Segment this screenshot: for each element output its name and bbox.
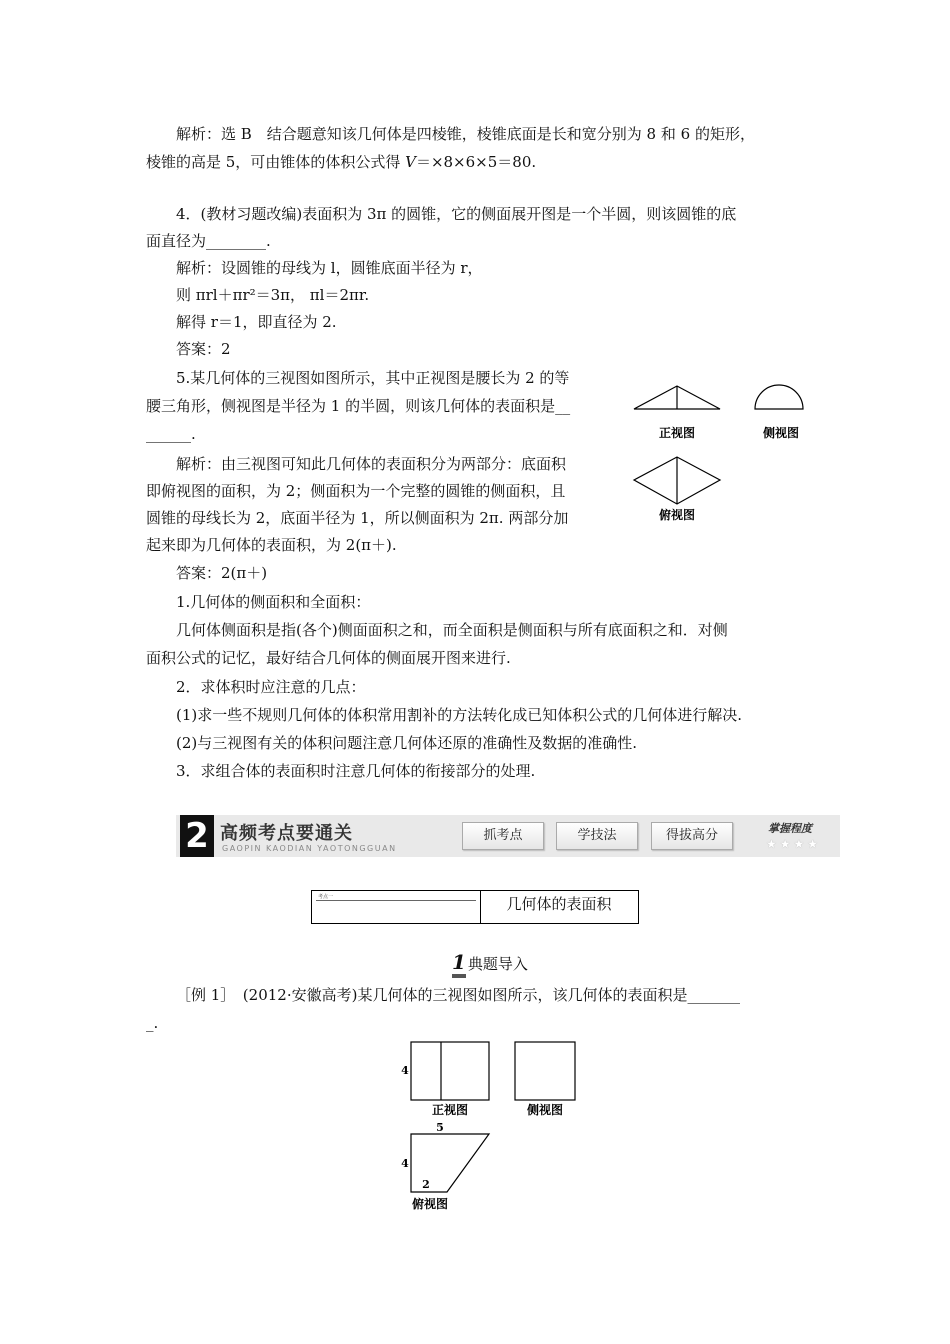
mastery-label: 掌握程度 bbox=[768, 822, 812, 835]
q5-front-view bbox=[634, 386, 720, 409]
ex1-front-view bbox=[411, 1042, 489, 1100]
analysis3-line1: 解析：选 B 结合题意知该几何体是四棱锥，棱锥底面是长和宽分别为 8 和 6 的矩形， bbox=[176, 125, 755, 143]
topic-box bbox=[311, 890, 639, 924]
banner-number: 2 bbox=[180, 815, 214, 857]
ex1-front-label: 正视图 bbox=[431, 1103, 469, 1117]
ex1-side-label: 侧视图 bbox=[526, 1103, 564, 1117]
q5-line2: 腰三角形，侧视图是半径为 1 的半圆，则该几何体的表面积是__ bbox=[146, 397, 571, 415]
q5-front-label: 正视图 bbox=[658, 426, 696, 440]
q5-top-label: 俯视图 bbox=[658, 508, 696, 522]
banner-pinyin: GAOPIN KAODIAN YAOTONGGUAN bbox=[222, 844, 397, 853]
example1-line2: _. bbox=[146, 1014, 159, 1032]
note2-item2: (2)与三视图有关的体积问题注意几何体还原的准确性及数据的准确性. bbox=[176, 734, 638, 752]
ex1-top-width-label: 5 bbox=[436, 1121, 444, 1134]
q5-three-view-figure bbox=[625, 380, 815, 530]
q5-line1: 5.某几何体的三视图如图所示，其中正视图是腰长为 2 的等 bbox=[176, 369, 570, 387]
section-title: 典题导入 bbox=[467, 955, 528, 973]
q5-line3: ______. bbox=[146, 425, 196, 443]
section-number: 1 bbox=[452, 950, 466, 978]
btn-high-scores[interactable]: 得拔高分 bbox=[651, 822, 733, 850]
topic-tab-line bbox=[316, 900, 476, 901]
q5-side-view bbox=[755, 385, 803, 409]
btn-grasp-points[interactable]: 抓考点 bbox=[462, 822, 544, 850]
q4-analysis3: 解得 r＝1，即直径为 2. bbox=[176, 313, 337, 331]
note2-item1: (1)求一些不规则几何体的体积常用割补的方法转化成已知体积公式的几何体进行解决. bbox=[176, 706, 743, 724]
q4-line2: 面直径为________. bbox=[146, 232, 271, 250]
ex1-top-label: 俯视图 bbox=[411, 1197, 449, 1211]
topic-small-label: 考点一 bbox=[318, 894, 334, 900]
q4-line1: 4．(教材习题改编)表面积为 3π 的圆锥，它的侧面展开图是一个半圆，则该圆锥的底 bbox=[176, 205, 737, 223]
topic-tab bbox=[312, 891, 481, 923]
note2-title: 2．求体积时应注意的几点： bbox=[176, 678, 366, 696]
note1-text-b: 面积公式的记忆，最好结合几何体的侧面展开图来进行. bbox=[146, 649, 511, 667]
analysis3-line2 bbox=[146, 152, 536, 172]
ex1-side-view bbox=[515, 1042, 575, 1100]
section-banner bbox=[176, 815, 840, 857]
topic-title: 几何体的表面积 bbox=[506, 895, 612, 913]
note1-title: 1.几何体的侧面积和全面积： bbox=[176, 593, 371, 611]
q5-analysis4: 起来即为几何体的表面积，为 2(π＋). bbox=[146, 536, 397, 554]
q5-answer: 答案：2(π＋) bbox=[176, 564, 268, 582]
ex1-top-bottom-label: 2 bbox=[422, 1178, 430, 1191]
q4-analysis1: 解析：设圆锥的母线为 l，圆锥底面半径为 r， bbox=[176, 259, 483, 277]
btn-learn-methods[interactable]: 学技法 bbox=[556, 822, 638, 850]
q5-analysis2: 即俯视图的面积，为 2；侧面积为一个完整的圆锥的侧面积，且 bbox=[146, 482, 566, 500]
q4-answer: 答案：2 bbox=[176, 340, 231, 358]
ex1-top-height-label: 4 bbox=[401, 1157, 409, 1170]
q5-analysis1: 解析：由三视图可知此几何体的表面积分为两部分：底面积 bbox=[176, 455, 567, 473]
example1-line1: ［例 1］ (2012·安徽高考)某几何体的三视图如图所示，该几何体的表面积是_______ bbox=[176, 986, 740, 1004]
q5-side-label: 侧视图 bbox=[762, 426, 800, 440]
note1-text-a: 几何体侧面积是指(各个)侧面面积之和，而全面积是侧面积与所有底面积之和．对侧 bbox=[176, 621, 728, 639]
analysis3-result: ＝×8×6×5＝80. bbox=[415, 153, 537, 171]
analysis3-text: 棱锥的高是 5，可由锥体的体积公式得 bbox=[146, 153, 406, 171]
section-heading bbox=[452, 950, 528, 974]
q5-top-view bbox=[634, 457, 720, 504]
mastery-stars: ★★★★ bbox=[766, 837, 822, 851]
note3: 3．求组合体的表面积时注意几何体的衔接部分的处理. bbox=[176, 762, 536, 780]
q5-analysis3: 圆锥的母线长为 2，底面半径为 1，所以侧面积为 2π. 两部分加 bbox=[146, 509, 569, 527]
volume-symbol: V bbox=[405, 153, 416, 171]
q4-analysis2: 则 πrl＋πr²＝3π， πl＝2πr. bbox=[176, 286, 370, 304]
example1-three-view-figure bbox=[390, 1036, 590, 1216]
ex1-front-height-label: 4 bbox=[401, 1064, 409, 1077]
banner-title: 高频考点要通关 bbox=[220, 823, 353, 844]
